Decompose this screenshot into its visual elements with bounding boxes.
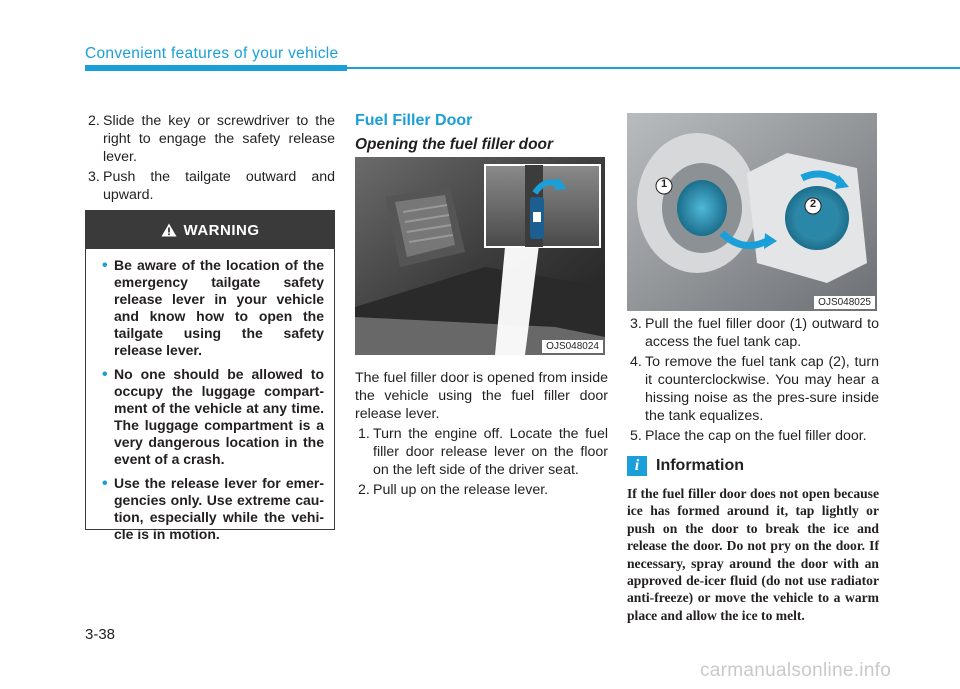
step-3 [627, 315, 879, 351]
step-text: To remove the fuel tank cap (2), turn it counterclockwise. You may hear a hissing noise as the pres-sure inside the tank equalizes. [645, 354, 879, 424]
step-number: 5. [630, 428, 642, 444]
warning-item-text: Be aware of the location of the emergency tailgate safety release lever in your vehicle and know how to open the tailgate using the safety release lever. [114, 257, 324, 358]
warning-item-text: Use the release lever for emer-gencies only. Use extreme cau-tion, especially while the vehi-cle is in motion. [114, 475, 324, 542]
information-label: Information [656, 457, 744, 474]
step-5 [627, 427, 879, 445]
step-text: Place the cap on the fuel filler door. [645, 428, 867, 444]
step-text: Slide the key or screwdriver to the right to engage the safety release lever. [103, 113, 335, 165]
information-body: If the fuel filler door does not open because ice has formed around it, tap lightly or push on the door to break the ice and release the door. Do not pry on the door. If necessary, spray around the door with an approved de-icer fluid (do not use radiator anti-freeze) or move the vehicle to a warm place and allow the ice to melt. [627, 486, 879, 623]
callout-1: 1 [661, 178, 668, 190]
photo-release-lever [355, 157, 605, 355]
photo-code: OJS048025 [814, 296, 875, 309]
column-2 [355, 112, 608, 154]
fuel-cap-illustration [627, 113, 877, 311]
bullet-icon: • [102, 475, 108, 492]
step-2 [355, 481, 608, 499]
step-number: 2. [358, 482, 370, 498]
warning-header [86, 211, 334, 249]
bullet-icon: • [102, 366, 108, 383]
step-1 [355, 425, 608, 479]
column-1 [85, 112, 335, 206]
step-4 [627, 353, 879, 425]
fuel-door-instructions [355, 369, 608, 501]
photo-code: OJS048024 [542, 340, 603, 353]
step-number: 3. [630, 316, 642, 332]
step-3 [85, 168, 335, 204]
information-header [627, 456, 744, 476]
step-text: Push the tailgate outward and upward. [103, 169, 335, 203]
watermark: carmanualsonline.info [700, 660, 892, 681]
step-text: Pull the fuel filler door (1) outward to access the fuel tank cap. [645, 316, 879, 350]
photo-fuel-cap [627, 113, 877, 311]
warning-box [85, 210, 335, 542]
step-number: 2. [88, 113, 100, 129]
warning-item-text: No one should be allowed to occupy the luggage compart-ment of the vehicle at any time. The luggage compartment is a very dangerous location in the event of a crash. [114, 366, 324, 467]
warning-list [86, 249, 334, 543]
header-accent-bar [85, 65, 347, 71]
section-title-fuel-filler-door: Fuel Filler Door [355, 112, 473, 129]
warning-item [102, 257, 324, 359]
warning-triangle-icon [161, 223, 177, 237]
step-number: 1. [358, 426, 370, 442]
intro-paragraph: The fuel filler door is opened from inside the vehicle using the fuel filler door release lever. [355, 370, 608, 422]
step-2 [85, 112, 335, 166]
section-header-title: Convenient features of your vehicle [85, 45, 339, 62]
subsection-title: Opening the fuel filler door [355, 136, 554, 153]
callout-2: 2 [810, 198, 817, 210]
step-text: Pull up on the release lever. [373, 482, 549, 498]
warning-item [102, 475, 324, 543]
warning-item [102, 366, 324, 468]
step-text: Turn the engine off. Locate the fuel filler door release lever on the floor on the left side of the driver seat. [373, 426, 608, 478]
information-icon: i [627, 456, 647, 476]
page-number: 3-38 [85, 626, 116, 643]
step-number: 3. [88, 169, 100, 185]
step-number: 4. [630, 354, 642, 370]
release-lever-illustration [355, 157, 605, 355]
fuel-cap-instructions [627, 315, 879, 447]
warning-title: WARNING [183, 221, 260, 239]
bullet-icon: • [102, 257, 108, 274]
